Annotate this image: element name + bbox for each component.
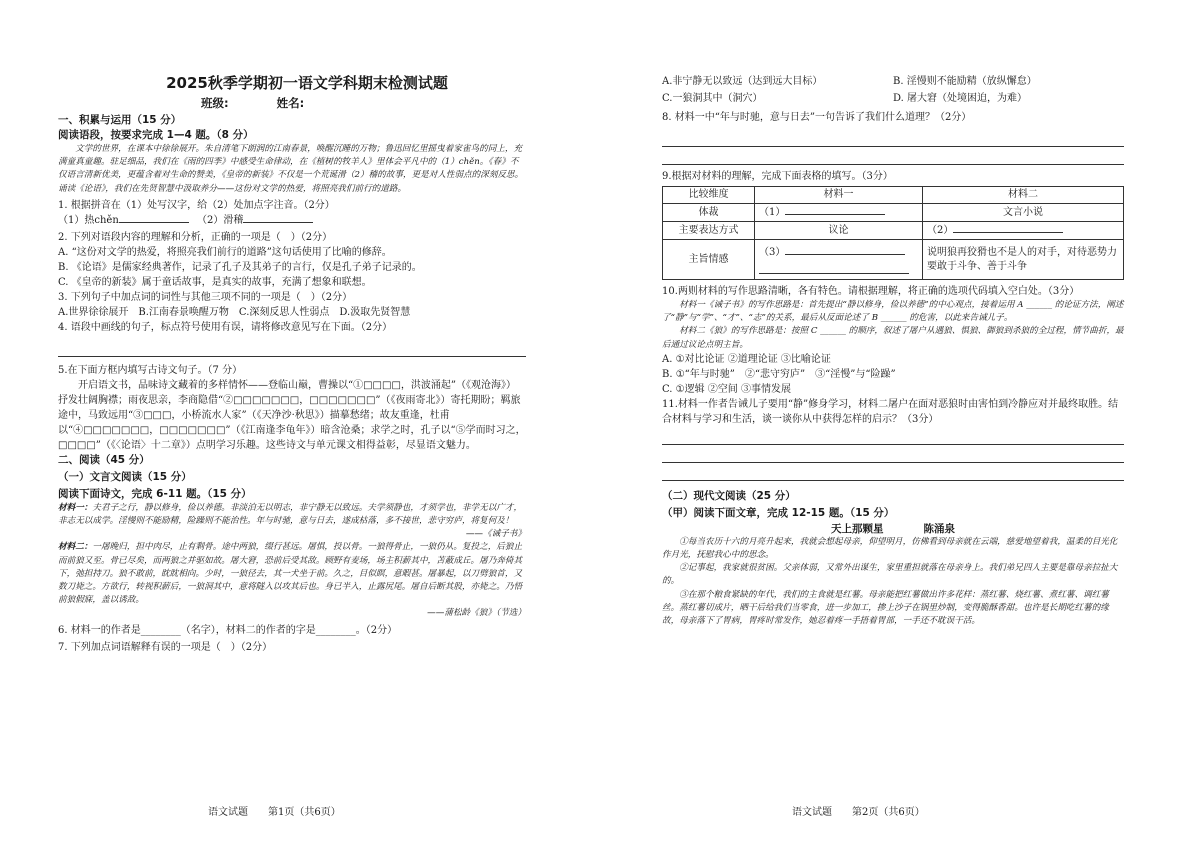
table-cell-answer[interactable] bbox=[755, 204, 923, 222]
q7-option-a: A.非宁静无以致远（达到远大目标） bbox=[662, 76, 823, 87]
article-author: 陈涌泉 bbox=[923, 522, 955, 535]
table-header-dimension: 比较维度 bbox=[663, 187, 755, 204]
material-1-cite: ——《诫子书》 bbox=[465, 529, 526, 540]
question-10: 10.两则材料的写作思路清晰，各有特色。请根据理解，将正确的选项代码填入空白处。（3分） bbox=[662, 286, 1080, 297]
table-header-material-2: 材料二 bbox=[923, 187, 1124, 204]
question-5-body: 开启语文书，品味诗文藏着的多样情怀——登临山巅，曹操以“①□□□□，洪波涌起”（《观沧海》）抒发壮阔胸襟；雨夜思亲，李商隐借“②□□□□□□□，□□□□□□□”（《夜雨寄北》）寄托期盼；羁旅途中，马致远用“③□□□，小桥流水人家”（《天净沙·秋思》）描摹愁绪；故友重逢，杜甫以“④□□□□□□□，□□□□□□□”（《江南逢李龟年》）暗含沧桑；求学之时，孔子以“⑤学而时习之，□□□□”（《〈论语〉十二章》）点明学习乐趣。这些诗文与单元课文相得益彰，尽显语文魅力。 bbox=[58, 379, 526, 451]
q7-option-c: C.一狼洞其中（洞穴） bbox=[662, 93, 763, 104]
table-cell-label: （3） bbox=[759, 247, 786, 258]
q1-part-b: （2）滑稽 bbox=[201, 214, 244, 226]
q1-part-a: （1）热chěn bbox=[58, 214, 119, 226]
read-intro: 阅读语段，按要求完成 1—4 题。（8 分） bbox=[58, 129, 254, 141]
material-2 bbox=[58, 541, 526, 607]
q10-material-2: 材料二《狼》的写作思路是：按照 C ______ 的顺序，叙述了屠户从遇狼、惧狼、御狼到杀狼的全过程，情节曲折，最后通过议论点明主旨。 bbox=[662, 326, 1124, 350]
passage: 文学的世界，在课本中徐徐展开。朱自清笔下朗润的江南春景，唤醒沉睡的万物；鲁迅回忆里摇曳着家雀鸟的同上，充满童真童趣。驻足细品，我们在《雨的四季》中感受生命律动，在《植树的牧羊人》里体会平凡中的（1）chěn。《春》不仅语言清新优美，更蕴含着对生命的赞美，《皇帝的新装》不仅是一个荒诞滑（2）稽的故事，更是对人性弱点的深刻反思。诵读《论语》，我们在先贤智慧中汲取养分——这份对文学的热爱，将照亮我们前行的道路。 bbox=[58, 144, 524, 194]
subsection-2-title: （二）现代文阅读（25 分） bbox=[662, 489, 796, 502]
q11-answer-line-1[interactable] bbox=[662, 431, 1124, 445]
question-8: 8. 材料一中“年与时驰，意与日去”一句告诉了我们什么道理？（2分） bbox=[662, 112, 972, 123]
table-cell: 体裁 bbox=[663, 204, 755, 222]
q7-options-ab bbox=[662, 74, 1124, 89]
table-header-material-1: 材料一 bbox=[755, 187, 923, 204]
comparison-table bbox=[662, 186, 1124, 280]
table-row bbox=[663, 187, 1124, 204]
article-paragraph-3: ③在那个粮食紧缺的年代，我们的主食就是红薯。母亲能把红薯做出许多花样：蒸红薯、烧红薯、煮红薯、调红薯丝。蒸红薯切成片，晒干后给我们当零食，进一步加工，掺上沙子在锅里炒制，变得脆酥香甜。也许是长期吃红薯的缘故，母亲落下了胃病，胃疼时常发作，她忍着疼一手捂着胃部，一手还不耽误干活。 bbox=[662, 589, 1109, 627]
right-page bbox=[662, 0, 1124, 848]
material-2-cite: ——蒲松龄《狼》（节选） bbox=[427, 608, 526, 619]
q11-answer-line-3[interactable] bbox=[662, 467, 1124, 481]
table-row bbox=[663, 222, 1124, 240]
question-7: 7. 下列加点词语解释有误的一项是（ ）（2分） bbox=[58, 641, 273, 653]
q8-answer-line-2[interactable] bbox=[662, 151, 1124, 165]
table-blank-2[interactable] bbox=[953, 223, 1063, 233]
table-blank-1[interactable] bbox=[785, 205, 885, 215]
page-2-footer: 语文试题 第2页（共6页） bbox=[792, 807, 925, 818]
article-paragraph-2: ②记事起，我家就很贫困。父亲体弱，又常外出谋生，家里重担就落在母亲身上。我们弟兄四人主要是靠母亲拉扯大的。 bbox=[662, 563, 1118, 587]
q4-answer-line[interactable] bbox=[58, 343, 526, 357]
q3-options: A.世界徐徐展开 B.江南春景唤醒万物 C.深刻反思人性弱点 D.汲取先贤智慧 bbox=[58, 306, 411, 318]
article-title: 天上那颗星 bbox=[831, 522, 884, 535]
table-cell-label: （2） bbox=[927, 225, 954, 236]
q10-option-b: B. ①“年与时驰” ②“悲守穷庐” ③“淫慢”与“险躁” bbox=[662, 368, 896, 380]
section-1-title: 一、积累与运用（15 分） bbox=[58, 114, 182, 126]
q2-option-b: B. 《论语》是儒家经典著作，记录了孔子及其弟子的言行，仅是孔子弟子记录的。 bbox=[58, 261, 422, 273]
material-2-text: 一屠晚归，担中肉尽，止有剩骨。途中两狼，缀行甚远。屠惧，投以骨。一狼得骨止，一狼仍从。复投之，后狼止而前狼又至。骨已尽矣，而两狼之并驱如故。屠大窘，恐前后受其敌。顾野有麦场，场主积薪其中，苫蔽成丘。屠乃奔倚其下，弛担持刀。狼不敢前，眈眈相向。少时，一狼径去，其一犬坐于前。久之，目似瞑，意暇甚。屠暴起，以刀劈狼首，又数刀毙之。方欲行，转视积薪后，一狼洞其中，意将隧入以攻其后也。身已半入，止露尻尾。屠自后断其股，亦毙之。乃悟前狼假寐，盖以诱敌。 bbox=[58, 542, 523, 606]
question-2: 2. 下列对语段内容的理解和分析，正确的一项是（ ）（2分） bbox=[58, 231, 333, 243]
article-paragraph-1: ①每当农历十六的月亮升起来，我就会想起母亲，仰望明月，仿佛看到母亲就在云端，慈爱地望着我，温柔的目光化作月光，抚慰我心中的思念。 bbox=[662, 536, 1118, 561]
q1-blank-b[interactable] bbox=[243, 213, 313, 223]
q10-option-a: A. ①对比论证 ②道理论证 ③比喻论证 bbox=[662, 353, 831, 365]
q2-option-a: A. “这份对文学的热爱，将照亮我们前行的道路”这句话使用了比喻的修辞。 bbox=[58, 246, 392, 258]
class-label: 班级: bbox=[201, 96, 229, 110]
q11-answer-line-2[interactable] bbox=[662, 449, 1124, 463]
question-1: 1. 根据拼音在（1）处写汉字，给（2）处加点字注音。（2分） bbox=[58, 199, 335, 211]
table-cell: 主要表达方式 bbox=[663, 222, 755, 240]
table-cell-answer[interactable] bbox=[755, 240, 923, 280]
page-1-footer: 语文试题 第1页（共6页） bbox=[208, 807, 341, 818]
student-info bbox=[201, 95, 526, 111]
name-label: 姓名: bbox=[276, 96, 305, 110]
q2-option-c: C. 《皇帝的新装》属于童话故事，是真实的故事，充满了想象和联想。 bbox=[58, 276, 372, 288]
material-1 bbox=[58, 502, 526, 528]
question-4: 4. 语段中画线的句子，标点符号使用有误，请将修改意见写在下面。（2分） bbox=[58, 321, 393, 333]
material-1-label: 材料一： bbox=[58, 502, 93, 513]
q10-option-c: C. ①逻辑 ②空间 ③事情发展 bbox=[662, 383, 791, 395]
q8-answer-line-1[interactable] bbox=[662, 133, 1124, 147]
question-1-blanks bbox=[58, 213, 526, 228]
material-1-text: 夫君子之行，静以修身，俭以养德。非淡泊无以明志，非宁静无以致远。夫学须静也，才须学也，非学无以广才，非志无以成学。淫慢则不能励精，险躁则不能治性。年与时驰，意与日去，遂成枯落，多不接世，悲守穷庐，将复何及！ bbox=[58, 502, 523, 527]
article-header bbox=[662, 521, 1124, 536]
table-blank-3[interactable] bbox=[785, 245, 905, 255]
table-cell-label: （1） bbox=[759, 207, 786, 218]
question-6: 6. 材料一的作者是________（名字），材料二的作者的字是________。（2分） bbox=[58, 624, 398, 636]
question-11: 11.材料一作者告诫儿子要用“静”修身学习，材料二屠户在面对恶狼时由害怕到冷静应对并最终取胜。结合材料与学习和生活，谈一谈你从中获得怎样的启示？（3分） bbox=[662, 398, 1119, 425]
table-cell: 文言小说 bbox=[923, 204, 1124, 222]
q7-option-b: B. 淫慢则不能励精（放纵懈怠） bbox=[893, 76, 1037, 87]
question-5: 5.在下面方框内填写古诗文句子。（7 分） bbox=[58, 364, 243, 376]
table-row bbox=[663, 204, 1124, 222]
table-blank-3b[interactable] bbox=[759, 264, 909, 274]
table-cell: 议论 bbox=[755, 222, 923, 240]
read3-intro: （甲）阅读下面文章，完成 12-15 题。（15 分） bbox=[662, 506, 895, 519]
subsection-1-title: （一）文言文阅读（15 分） bbox=[58, 470, 192, 483]
material-2-label: 材料二： bbox=[58, 542, 93, 553]
exam-title: 2025秋季学期初一语文学科期末检测试题 bbox=[166, 74, 448, 92]
left-page bbox=[58, 0, 526, 848]
read2-intro: 阅读下面诗文，完成 6-11 题。（15 分） bbox=[58, 487, 252, 500]
table-cell-answer[interactable] bbox=[923, 222, 1124, 240]
table-cell: 说明狼再狡猾也不是人的对手，对待恶势力要敢于斗争、善于斗争 bbox=[923, 240, 1124, 280]
table-cell: 主旨情感 bbox=[663, 240, 755, 280]
question-3: 3. 下列句子中加点词的词性与其他三项不同的一项是（ ）（2分） bbox=[58, 291, 353, 303]
q7-option-d: D. 屠大窘（处境困迫，为难） bbox=[893, 93, 1028, 104]
q1-blank-a[interactable] bbox=[119, 213, 189, 223]
table-row bbox=[663, 240, 1124, 280]
question-9: 9.根据对材料的理解，完成下面表格的填写。（3分） bbox=[662, 171, 893, 182]
q10-material-1: 材料一《诫子书》的写作思路是：首先提出“静以修身，俭以养德”的中心观点，接着运用 A ______ 的论证方法，阐述了“静”与“学”、“才”、“志”的关系，最后从反面论述了 B ______ 的危害，以此来告诫儿子。 bbox=[662, 300, 1124, 324]
section-2-title: 二、阅读（45 分） bbox=[58, 453, 150, 466]
q7-options-cd bbox=[662, 91, 1124, 106]
